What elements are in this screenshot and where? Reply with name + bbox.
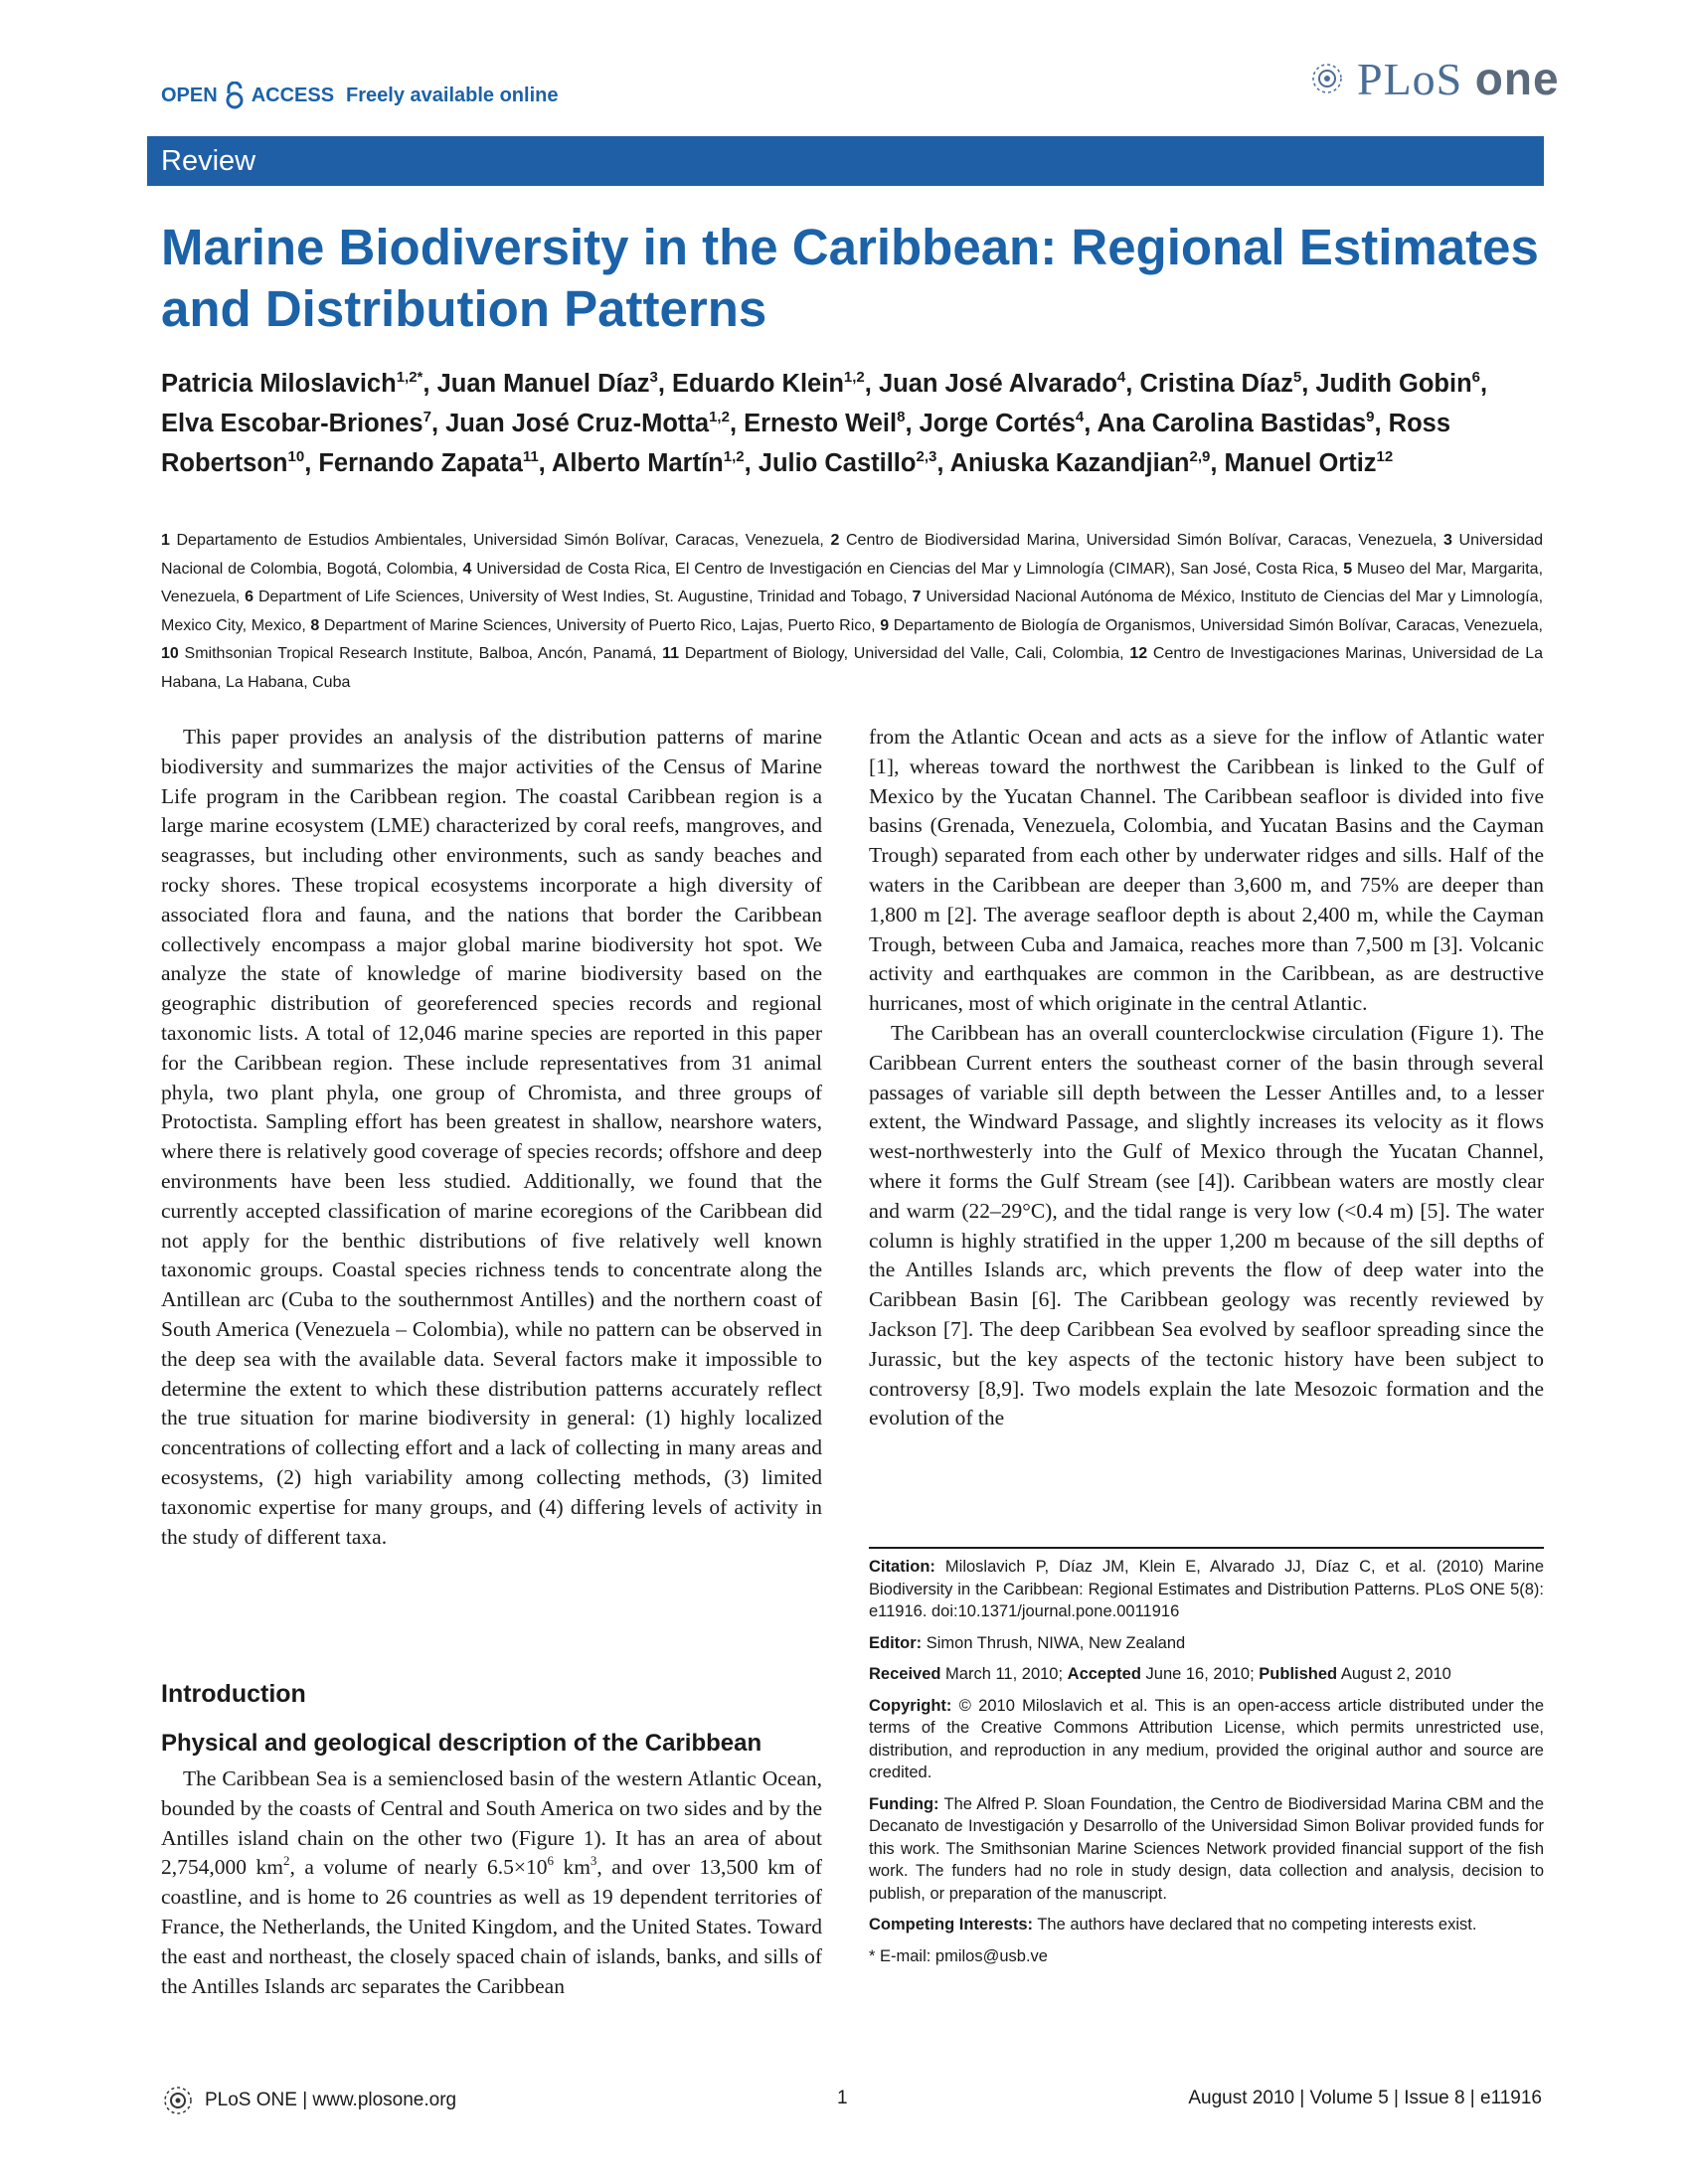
section-heading-introduction: Introduction — [161, 1680, 306, 1708]
author: Ross Robertson$^{10}$, — [161, 410, 1451, 477]
affiliation: 10 Smithsonian Tropical Research Institute, Balboa, Ancón, Panamá, — [161, 645, 663, 662]
page-number: 1 — [837, 2088, 848, 2108]
affiliation: 4 Universidad de Costa Rica, El Centro de Investigación en Ciencias del Mar y Limnología (CIMAR), San José, Costa Rica, — [462, 560, 1344, 578]
footer-issue: August 2010 | Volume 5 | Issue 8 | e11916 — [1188, 2088, 1542, 2108]
plos-footer-icon — [161, 2084, 195, 2117]
intro-paragraph: The Caribbean Sea is a semienclosed basin of the western Atlantic Ocean, bounded by the coasts of Central and South America on two sides and by the Antilles island chain on the other two (Figure 1). It has an area of about 2,754,000 $km^2$, a volume of nearly $6.5\times 10^6$ $km^3$, and over 13,500 km of coastline, and is home to 26 countries as well as 19 dependent territories of France, the Netherlands, the United Kingdom, and the United States. Toward the east and northeast, the closely spaced chain of islands, banks, and sills of the Antilles Islands arc separates the Caribbean — [161, 1766, 822, 1998]
abstract-text: This paper provides an analysis of the distribution patterns of marine biodiversity and summarizes the major activities of the Census of Marine Life program in the Caribbean region. The coastal Caribbean region is a large marine ecosystem (LME) characterized by coral reefs, mangroves, and seagrasses, but including other environments, such as sandy beaches and rocky shores. These tropical ecosystems incorporate a high diversity of associated flora and fauna, and the nations that border the Caribbean collectively encompass a major global marine biodiversity hot spot. We analyze the state of knowledge of marine biodiversity based on the geographic distribution of georeferenced species records and regional taxonomic lists. A total of 12,046 marine species are reported in this paper for the Caribbean region. These include representatives from 31 animal phyla, two plant phyla, one group of Chromista, and three groups of Protoctista. Sampling effort has been greatest in shallow, nearshore waters, where there is relatively good coverage of species records; offshore and deep environments have been less studied. Additionally, we found that the currently accepted classification of marine ecoregions of the Caribbean did not apply for the benthic distributions of five relatively well known taxonomic groups. Coastal species richness tends to concentrate along the Antillean arc (Cuba to the southernmost Antilles) and the northern coast of South America (Venezuela – Colombia), while no pattern can be observed in the deep sea with the available data. Several factors make it impossible to determine the extent to which these distribution patterns accurately reflect the true situation for marine biodiversity in general: (1) highly localized concentrations of collecting effort and a lack of collecting in many areas and ecosystems, (2) high variability among collecting methods, (3) limited taxonomic expertise for many groups, and (4) differing levels of activity in the study of different taxa. — [161, 725, 822, 1549]
author: Fernando Zapata$^{11}$, — [318, 448, 552, 477]
open-label: OPEN — [161, 84, 218, 106]
author: Jorge Cortés$^4$, — [919, 409, 1098, 437]
dates: Received March 11, 2010; Accepted June 16, 2010; Published August 2, 2010 — [869, 1665, 1451, 1683]
author: Alberto Martín$^{1,2}$, — [551, 448, 759, 477]
author: Elva Escobar-Briones$^7$, — [161, 409, 446, 437]
author: Aniuska Kazandjian$^{2,9}$, — [949, 448, 1225, 477]
plos-one-logo — [1307, 52, 1560, 105]
plos-logo-text: PLoS one — [1357, 53, 1560, 104]
author: Juan José Cruz-Motta$^{1,2}$, — [445, 409, 745, 437]
open-lock-icon — [224, 82, 246, 109]
affiliation: 6 Department of Life Sciences, University of West Indies, St. Augustine, Trinidad and Tobago, — [245, 588, 913, 605]
article-metadata — [869, 1556, 1544, 1976]
access-label: ACCESS — [251, 84, 335, 106]
plos-logo-icon — [1307, 59, 1347, 98]
author: Eduardo Klein$^{1,2}$, — [672, 369, 879, 398]
author: Patricia Miloslavich$^{1,2*}$, — [161, 369, 437, 398]
author-list — [161, 364, 1543, 483]
right-column-text — [869, 723, 1544, 1433]
funding: Funding: The Alfred P. Sloan Foundation, the Centro de Biodiversidad Marina CBM and the Decanato de Investigación y Desarrollo of the Universidad Simon Bolivar provided funds for this work. The Smithsonian Marine Sciences Network provided financial support of the fish work. The funders had no role in study design, data collection and analysis, decision to publish, or preparation of the manuscript. — [869, 1794, 1544, 1903]
abstract — [161, 723, 822, 1552]
divider — [869, 1547, 1544, 1549]
affiliation: 12 Centro de Investigaciones Marinas, Universidad de La Habana, La Habana, Cuba — [161, 645, 1544, 691]
footer-journal — [161, 2084, 456, 2117]
author: Cristina Díaz$^5$, — [1139, 369, 1316, 398]
affiliation: 5 Museo del Mar, Margarita, Venezuela, — [161, 560, 1544, 605]
author: Juan Manuel Díaz$^3$, — [436, 369, 673, 398]
open-access-label — [161, 82, 558, 109]
body-paragraph: from the Atlantic Ocean and acts as a sieve for the inflow of Atlantic water [1], whereas toward the northwest the Caribbean is linked to the Gulf of Mexico by the Yucatan Channel. The Caribbean seafloor is divided into five basins (Grenada, Venezuela, Colombia, and Yucatan Basins and the Cayman Trough) separated from each other by underwater ridges and sills. Half of the waters in the Caribbean are deeper than 3,600 m, and 75% are deeper than 1,800 m [2]. The average seafloor depth is about 2,400 m, while the Cayman Trough, between Cuba and Jamaica, reaches more than 7,500 m [3]. Volcanic activity and earthquakes are common in the Caribbean, as are destructive hurricanes, most of which originate in the central Atlantic. — [869, 725, 1544, 1016]
affiliation: 8 Department of Marine Sciences, University of Puerto Rico, Lajas, Puerto Rico, — [310, 616, 881, 634]
freely-available-label: Freely available online — [346, 84, 559, 106]
editor: Editor: Simon Thrush, NIWA, New Zealand — [869, 1633, 1186, 1652]
article-title: Marine Biodiversity in the Caribbean: Regional Estimates and Distribution Patterns — [161, 219, 1539, 337]
author: Ernesto Weil$^8$, — [744, 409, 920, 437]
competing-interests: Competing Interests: The authors have declared that no competing interests exist. — [869, 1916, 1477, 1933]
affiliation: 1 Departamento de Estudios Ambientales, Universidad Simón Bolívar, Caracas, Venezuela, — [161, 532, 831, 549]
author: Julio Castillo$^{2,3}$, — [758, 448, 950, 477]
footer-journal-text: PLoS ONE | www.plosone.org — [205, 2090, 457, 2110]
section-band: Review — [147, 136, 1544, 186]
author: Judith Gobin$^6$, — [1315, 369, 1488, 398]
subsection-heading: Physical and geological description of the Caribbean — [161, 1730, 762, 1757]
copyright: Copyright: © 2010 Miloslavich et al. This is an open-access article distributed under the terms of the Creative Commons Attribution License, which permits unrestricted use, distribution, and reproduction in any medium, provided the original author and source are credited. — [869, 1696, 1544, 1781]
body-paragraph: The Caribbean has an overall counterclockwise circulation (Figure 1). The Caribbean Current enters the southeast corner of the basin through several passages of variable sill depth between the Lesser Antilles and, to a lesser extent, the Windward Passage, and slightly increases its velocity as it flows west-northwesterly into the Gulf of Mexico through the Yucatan Channel, where it forms the Gulf Stream (see [4]). Caribbean waters are mostly clear and warm (22–29°C), and the tidal range is very low (<0.4 m) [5]. The water column is highly stratified in the upper 1,200 m because of the sill depths of the Antilles Islands arc, which prevents the flow of deep water into the Caribbean Basin [6]. The Caribbean geology was recently reviewed by Jackson [7]. The deep Caribbean Sea evolved by seafloor spreading since the Jurassic, but the key aspects of the tectonic history have been subject to controversy [8,9]. Two models explain the late Mesozoic formation and the evolution of the — [869, 1020, 1544, 1430]
affiliation: 2 Centro de Biodiversidad Marina, Universidad Simón Bolívar, Caracas, Venezuela, — [830, 532, 1444, 549]
citation: Citation: Miloslavich P, Díaz JM, Klein E, Alvarado JJ, Díaz C, et al. (2010) Marine Biodiversity in the Caribbean: Regional Estimates and Distribution Patterns. PLoS ONE 5(8): e11916. doi:10.1371/journal.pone.0011916 — [869, 1558, 1544, 1620]
affiliation: 3 Universidad Nacional de Colombia, Bogotá, Colombia, — [161, 532, 1544, 578]
email: * E-mail: pmilos@usb.ve — [869, 1946, 1048, 1965]
author: Juan José Alvarado$^4$, — [878, 369, 1140, 398]
author: Manuel Ortiz$^{12}$ — [1224, 448, 1394, 477]
author: Ana Carolina Bastidas$^9$, — [1097, 409, 1389, 437]
affiliation: 7 Universidad Nacional Autónoma de México, Instituto de Ciencias del Mar y Limnología, Mexico City, Mexico, — [161, 588, 1544, 634]
affiliations — [161, 527, 1543, 697]
affiliation: 9 Departamento de Biología de Organismos, Universidad Simón Bolívar, Caracas, Venezuela, — [880, 616, 1544, 634]
affiliation: 11 Department of Biology, Universidad del Valle, Cali, Colombia, — [662, 645, 1130, 662]
